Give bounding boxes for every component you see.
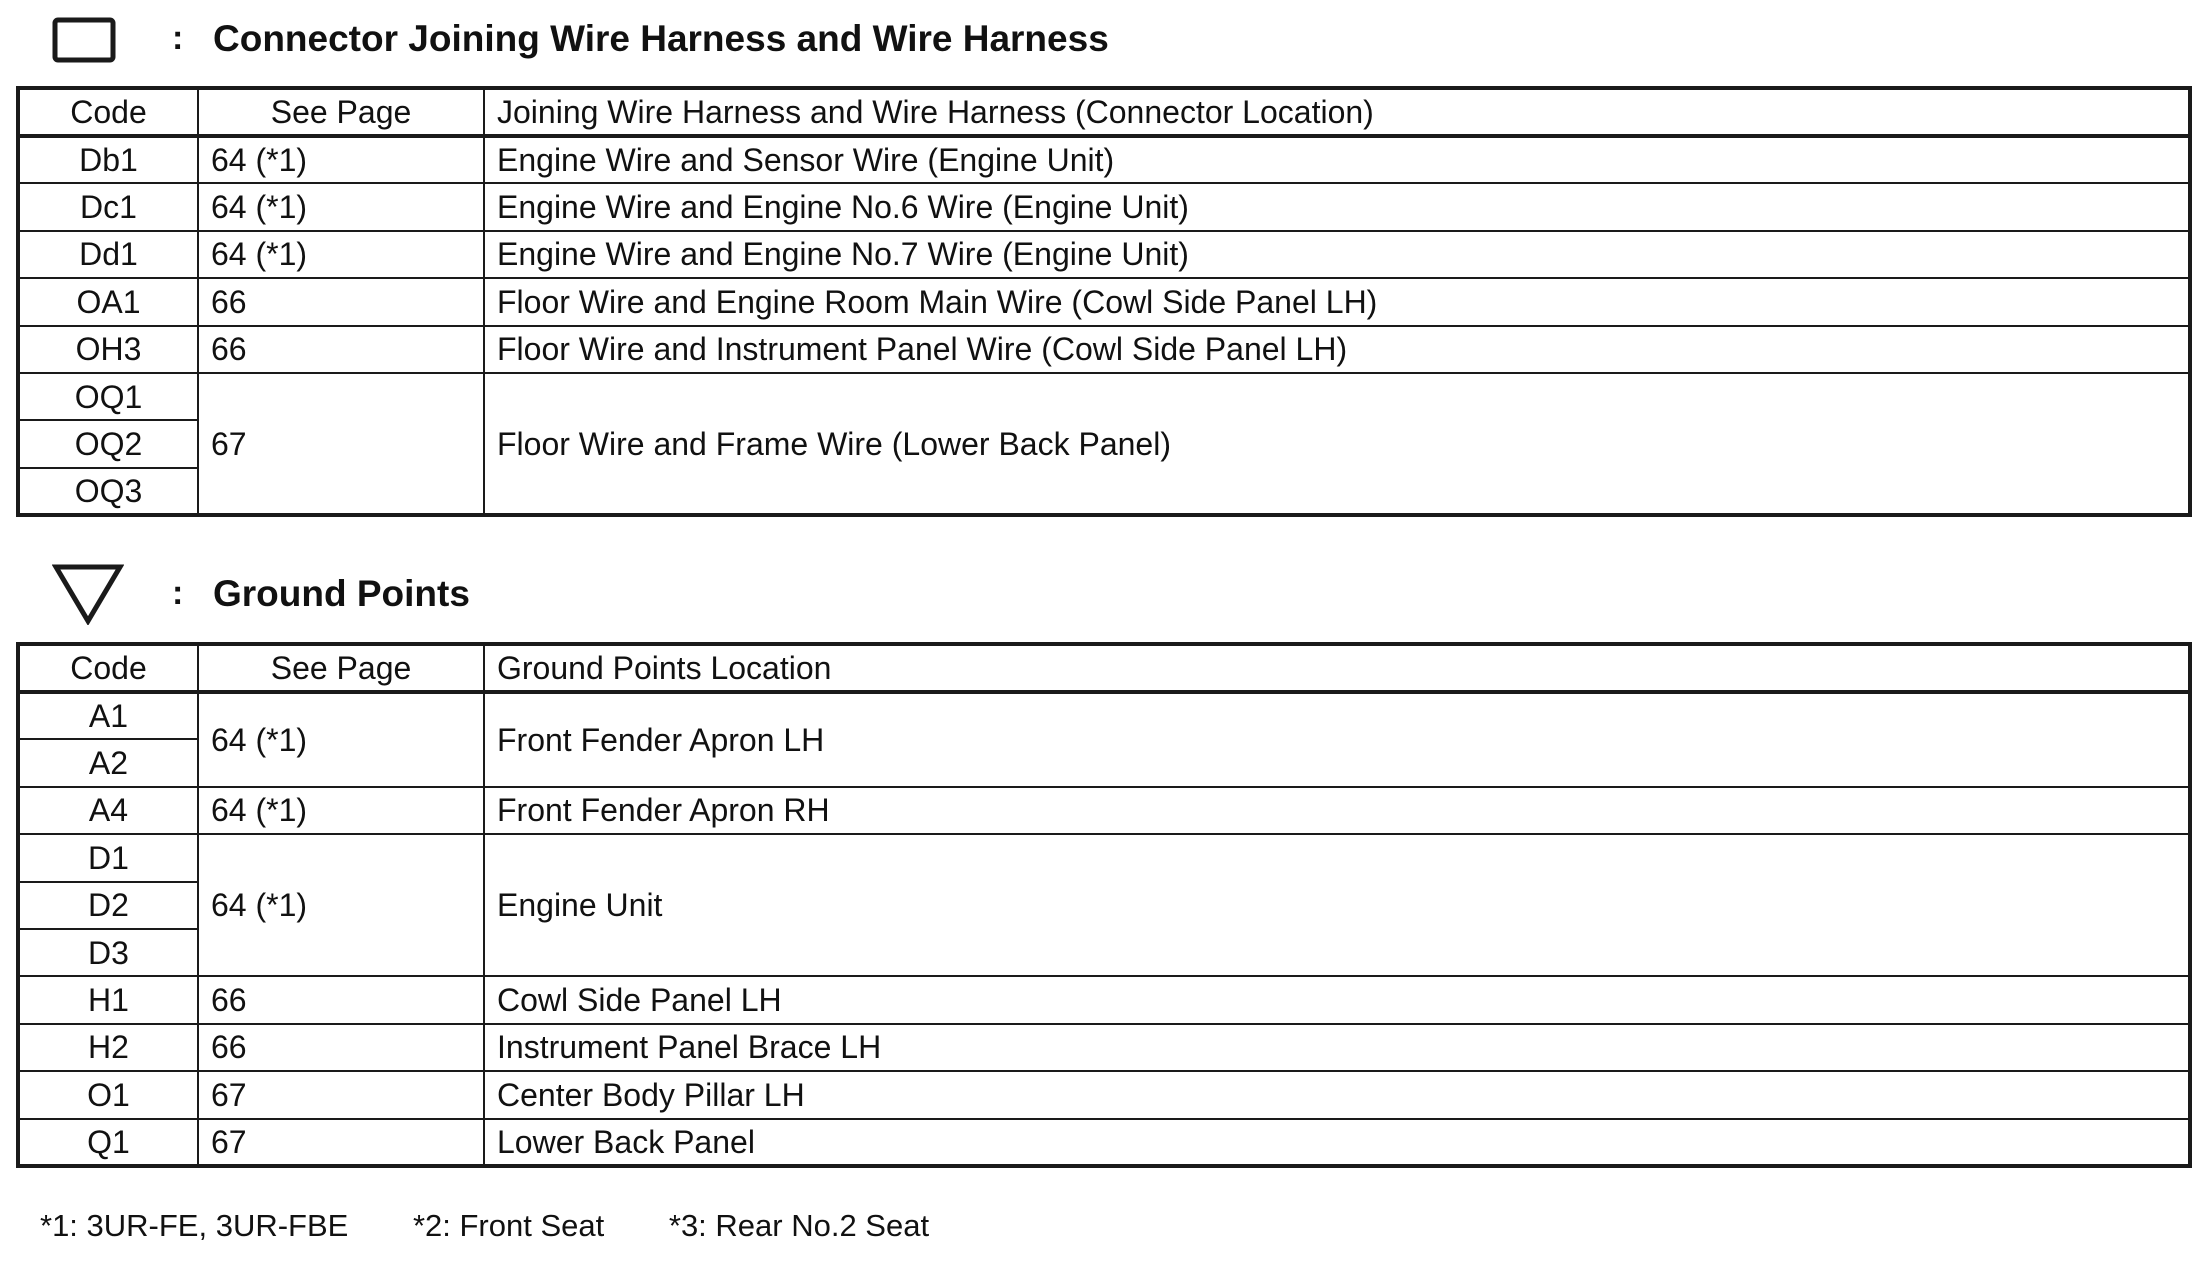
code-cell: H1 — [18, 976, 198, 1023]
code-cell: A4 — [18, 787, 198, 834]
see-page-cell: 66 — [198, 1024, 484, 1071]
code-cell: D3 — [18, 929, 198, 976]
see-page-cell: 66 — [198, 278, 484, 325]
code-cell: Dc1 — [18, 183, 198, 230]
location-cell: Instrument Panel Brace LH — [484, 1024, 2190, 1071]
square-outline-icon — [52, 17, 116, 63]
code-cell: OQ2 — [18, 420, 198, 467]
see-page-cell: 67 — [198, 1071, 484, 1118]
table-header-row — [18, 88, 2190, 136]
table-header-row — [18, 644, 2190, 692]
header-code: Code — [18, 644, 198, 692]
connector-table — [16, 86, 2192, 517]
connector-table-body — [18, 136, 2190, 515]
code-cell: Q1 — [18, 1119, 198, 1166]
see-page-cell: 64 (*1) — [198, 834, 484, 976]
heading-colon: : — [172, 19, 184, 57]
ground-points-table — [16, 642, 2192, 1168]
location-cell: Lower Back Panel — [484, 1119, 2190, 1166]
location-cell: Front Fender Apron RH — [484, 787, 2190, 834]
location-cell: Floor Wire and Frame Wire (Lower Back Panel) — [484, 373, 2190, 515]
code-cell: Db1 — [18, 136, 198, 183]
see-page-cell: 64 (*1) — [198, 231, 484, 278]
footnote-1: *1: 3UR-FE, 3UR-FBE — [40, 1208, 349, 1243]
table-row — [18, 183, 2190, 230]
ground-section-title: Ground Points — [213, 573, 470, 614]
see-page-cell: 67 — [198, 373, 484, 515]
table-row — [18, 787, 2190, 834]
footnote-2: *2: Front Seat — [412, 1208, 605, 1243]
code-cell: OA1 — [18, 278, 198, 325]
see-page-cell: 67 — [198, 1119, 484, 1166]
code-cell: A2 — [18, 739, 198, 786]
location-cell: Engine Wire and Sensor Wire (Engine Unit) — [484, 136, 2190, 183]
see-page-cell: 64 (*1) — [198, 183, 484, 230]
table-row — [18, 231, 2190, 278]
header-see-page: See Page — [198, 644, 484, 692]
code-cell: OQ3 — [18, 468, 198, 515]
code-cell: D2 — [18, 882, 198, 929]
table-row — [18, 1119, 2190, 1166]
location-cell: Floor Wire and Instrument Panel Wire (Cowl Side Panel LH) — [484, 326, 2190, 373]
table-row — [18, 136, 2190, 183]
header-code: Code — [18, 88, 198, 136]
code-cell: OQ1 — [18, 373, 198, 420]
location-cell: Cowl Side Panel LH — [484, 976, 2190, 1023]
location-cell: Engine Wire and Engine No.7 Wire (Engine Unit) — [484, 231, 2190, 278]
table-row — [18, 278, 2190, 325]
table-row — [18, 1071, 2190, 1118]
see-page-cell: 66 — [198, 326, 484, 373]
ground-table-body — [18, 692, 2190, 1166]
location-cell: Front Fender Apron LH — [484, 692, 2190, 787]
code-cell: OH3 — [18, 326, 198, 373]
location-cell: Floor Wire and Engine Room Main Wire (Cowl Side Panel LH) — [484, 278, 2190, 325]
table-row — [18, 1024, 2190, 1071]
see-page-cell: 64 (*1) — [198, 692, 484, 787]
triangle-down-outline-icon — [52, 563, 124, 625]
see-page-cell: 66 — [198, 976, 484, 1023]
code-cell: D1 — [18, 834, 198, 881]
connector-section-title: Connector Joining Wire Harness and Wire Harness — [213, 18, 1109, 59]
table-row — [18, 326, 2190, 373]
location-cell: Engine Unit — [484, 834, 2190, 976]
location-cell: Center Body Pillar LH — [484, 1071, 2190, 1118]
code-cell: O1 — [18, 1071, 198, 1118]
code-cell: Dd1 — [18, 231, 198, 278]
footnotes — [40, 1208, 985, 1244]
see-page-cell: 64 (*1) — [198, 136, 484, 183]
table-row — [18, 692, 2190, 739]
footnote-3: *3: Rear No.2 Seat — [668, 1208, 930, 1243]
code-cell: A1 — [18, 692, 198, 739]
header-location: Joining Wire Harness and Wire Harness (Connector Location) — [484, 88, 2190, 136]
table-row — [18, 373, 2190, 420]
location-cell: Engine Wire and Engine No.6 Wire (Engine Unit) — [484, 183, 2190, 230]
heading-colon: : — [172, 574, 184, 612]
see-page-cell: 64 (*1) — [198, 787, 484, 834]
code-cell: H2 — [18, 1024, 198, 1071]
table-row — [18, 976, 2190, 1023]
table-row — [18, 834, 2190, 881]
header-see-page: See Page — [198, 88, 484, 136]
header-location: Ground Points Location — [484, 644, 2190, 692]
